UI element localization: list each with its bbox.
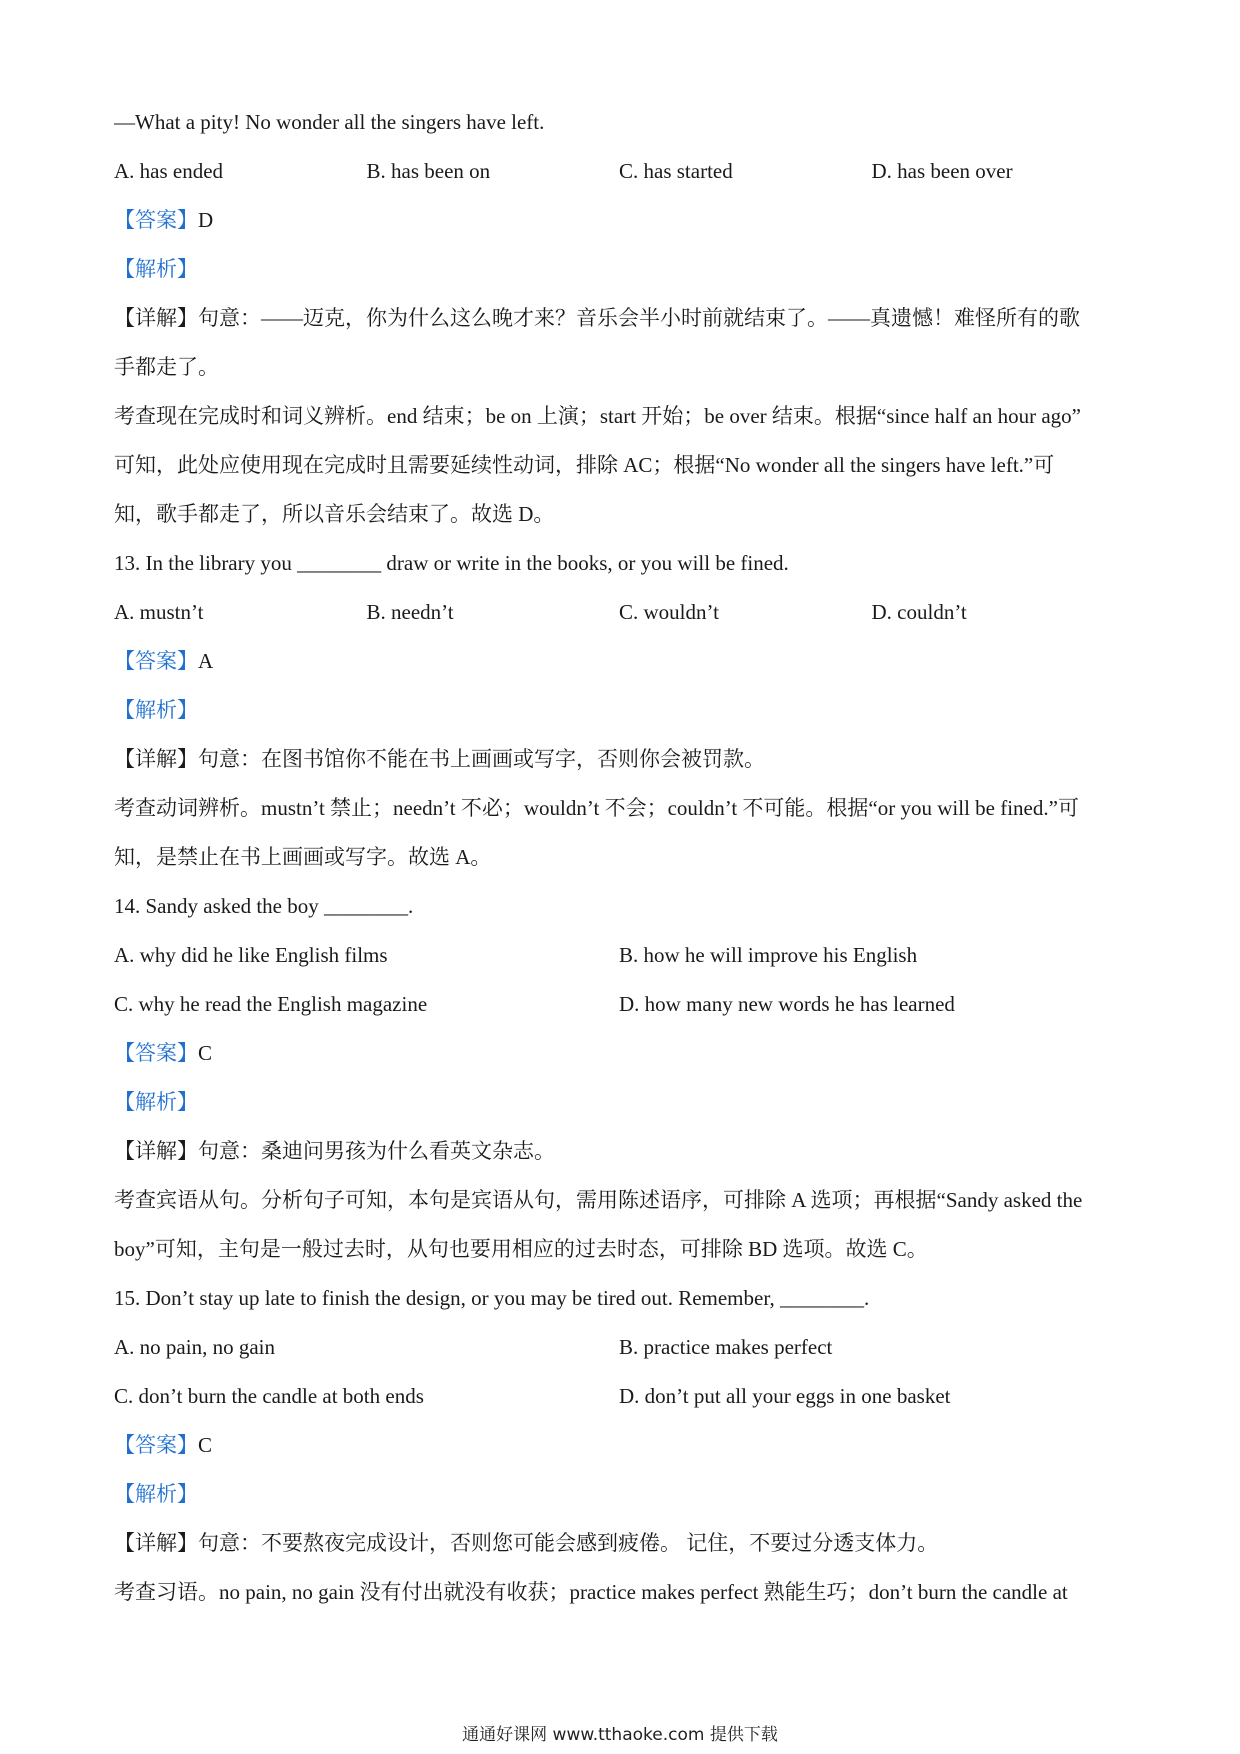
q12-option-b: B. has been on: [366, 159, 491, 183]
q13-option-d: D. couldn’t: [871, 600, 967, 624]
answer-value: C: [198, 1433, 213, 1457]
q15-option-c: C. don’t burn the candle at both ends: [114, 1384, 424, 1408]
q12-analysis: [114, 245, 1124, 294]
q13-option-a: A. mustn’t: [114, 600, 204, 624]
q13-answer: [114, 637, 1124, 686]
q13-detail: [114, 735, 1124, 784]
q13-option-b: B. needn’t: [366, 600, 454, 624]
q12-reply: —What a pity! No wonder all the singers have left.: [114, 110, 545, 134]
detail-tag: 【详解】: [114, 1139, 198, 1163]
q14-option-d: D. how many new words he has learned: [619, 992, 955, 1016]
q12-explanation-1: 考查现在完成时和词义辨析。end 结束；be on 上演；start 开始；be over 结束。根据“since half an hour ago”: [114, 404, 1082, 428]
page-content: [114, 98, 1124, 1617]
q15-option-a: A. no pain, no gain: [114, 1335, 275, 1359]
q15-option-b: B. practice makes perfect: [619, 1335, 833, 1359]
q14-answer: [114, 1029, 1124, 1078]
detail-text: 句意：——迈克，你为什么这么晚才来？音乐会半小时前就结束了。——真遗憾！难怪所有的歌: [198, 306, 1080, 330]
q14-options-row1: [114, 931, 1124, 980]
q15-options-row2: [114, 1372, 1124, 1421]
q14-explanation-1: 考查宾语从句。分析句子可知，本句是宾语从句，需用陈述语序，可排除 A 选项；再根据“Sandy asked the: [114, 1188, 1083, 1212]
q14-option-b: B. how he will improve his English: [619, 943, 918, 967]
q12-option-d: D. has been over: [871, 159, 1013, 183]
analysis-tag: 【解析】: [114, 1482, 198, 1506]
analysis-tag: 【解析】: [114, 1090, 198, 1114]
answer-tag: 【答案】: [114, 649, 198, 673]
detail-text: 句意：不要熬夜完成设计，否则您可能会感到疲倦。 记住，不要过分透支体力。: [198, 1531, 939, 1555]
q15-answer: [114, 1421, 1124, 1470]
answer-value: C: [198, 1041, 213, 1065]
q15-option-d: D. don’t put all your eggs in one basket: [619, 1384, 951, 1408]
q13-explanation-1: 考查动词辨析。mustn’t 禁止；needn’t 不必；wouldn’t 不会；couldn’t 不可能。根据“or you will be fined.”可: [114, 796, 1079, 820]
q12-detail: [114, 294, 1124, 343]
detail-tag: 【详解】: [114, 1531, 198, 1555]
answer-value: D: [198, 208, 214, 232]
q14-option-a: A. why did he like English films: [114, 943, 388, 967]
q12-answer: [114, 196, 1124, 245]
answer-value: A: [198, 649, 214, 673]
q14-option-c: C. why he read the English magazine: [114, 992, 428, 1016]
q13-option-c: C. wouldn’t: [619, 600, 719, 624]
q15-explanation-1: 考查习语。no pain, no gain 没有付出就没有收获；practice makes perfect 熟能生巧；don’t burn the candle at: [114, 1580, 1068, 1604]
q14-options-row2: [114, 980, 1124, 1029]
q12-explanation-2: 可知，此处应使用现在完成时且需要延续性动词，排除 AC；根据“No wonder all the singers have left.”可: [114, 453, 1055, 477]
q15-analysis: [114, 1470, 1124, 1519]
q12-option-a: A. has ended: [114, 159, 224, 183]
page-footer: 通通好课网 www.tthaoke.com 提供下载: [462, 1725, 778, 1745]
analysis-tag: 【解析】: [114, 698, 198, 722]
analysis-tag: 【解析】: [114, 257, 198, 281]
detail-tag: 【详解】: [114, 306, 198, 330]
q12-explanation-3: 知，歌手都走了，所以音乐会结束了。故选 D。: [114, 502, 555, 526]
q15-options-row1: [114, 1323, 1124, 1372]
answer-tag: 【答案】: [114, 1433, 198, 1457]
detail-text: 句意：桑迪问男孩为什么看英文杂志。: [198, 1139, 555, 1163]
q14-detail: [114, 1127, 1124, 1176]
q15-question: 15. Don’t stay up late to finish the design, or you may be tired out. Remember, ________.: [114, 1286, 870, 1310]
q13-question: 13. In the library you ________ draw or write in the books, or you will be fined.: [114, 551, 789, 575]
q13-explanation-2: 知，是禁止在书上画画或写字。故选 A。: [114, 845, 492, 869]
q12-option-c: C. has started: [619, 159, 733, 183]
answer-tag: 【答案】: [114, 1041, 198, 1065]
q14-explanation-2: boy”可知，主句是一般过去时，从句也要用相应的过去时态，可排除 BD 选项。故选 C。: [114, 1237, 928, 1261]
answer-tag: 【答案】: [114, 208, 198, 232]
q14-analysis: [114, 1078, 1124, 1127]
q15-detail: [114, 1519, 1124, 1568]
detail-tag: 【详解】: [114, 747, 198, 771]
q13-options: [114, 588, 1124, 637]
q12-detail-cont: 手都走了。: [114, 355, 219, 379]
q12-options: [114, 147, 1124, 196]
q14-question: 14. Sandy asked the boy ________.: [114, 894, 414, 918]
detail-text: 句意：在图书馆你不能在书上画画或写字，否则你会被罚款。: [198, 747, 765, 771]
q13-analysis: [114, 686, 1124, 735]
